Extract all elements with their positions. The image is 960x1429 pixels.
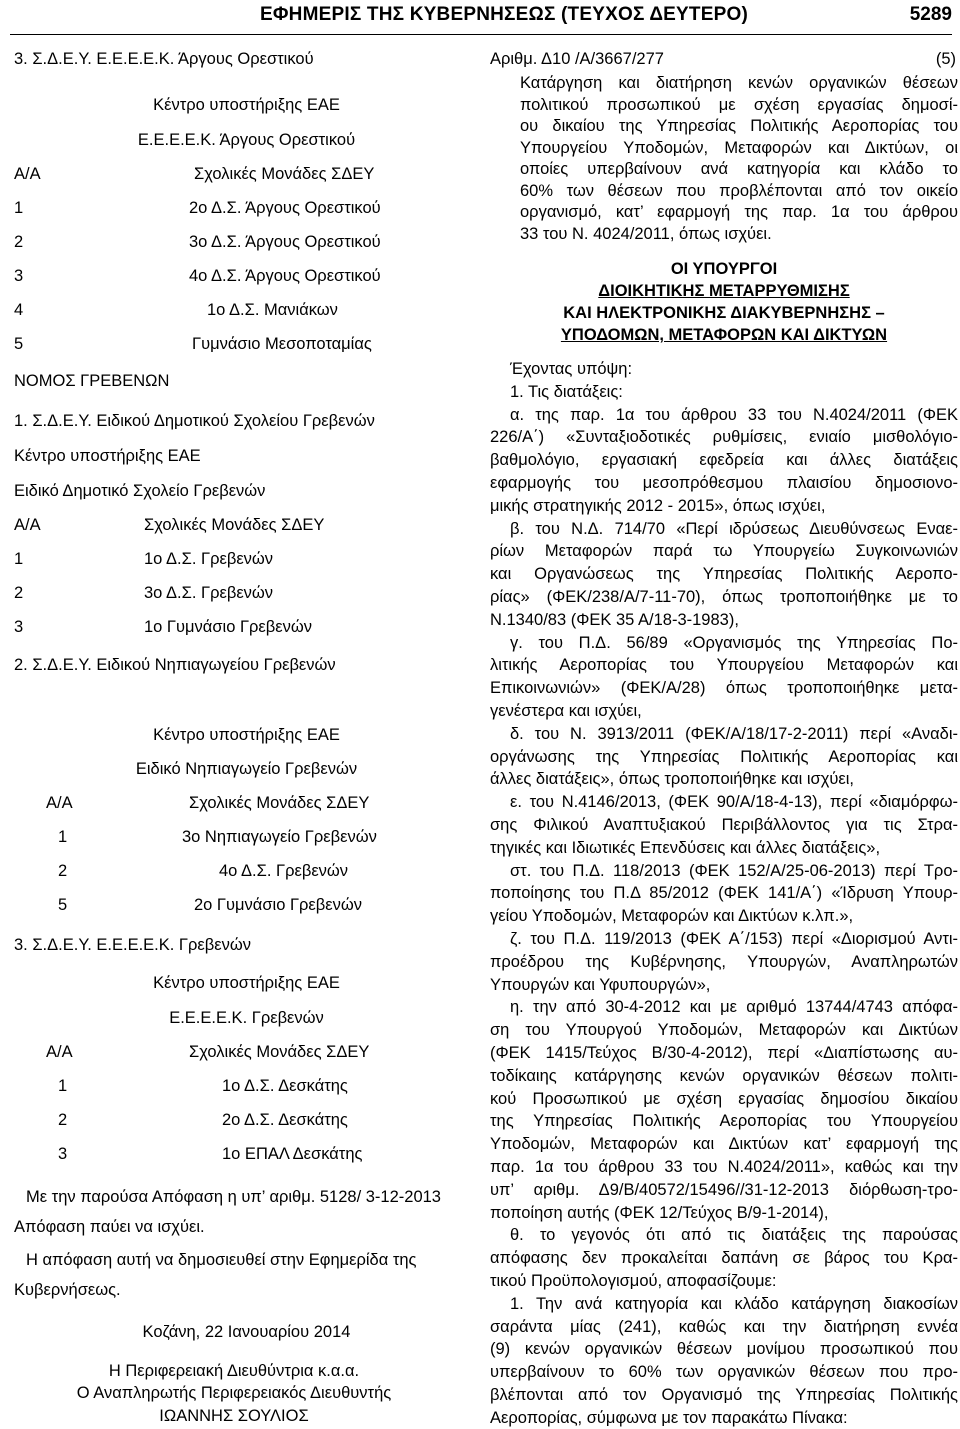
summary-line: 33 του Ν. 4024/2011, όπως ισχύει.	[520, 224, 772, 243]
body-line: γενέστερα και ισχύει,	[490, 702, 642, 720]
body-line: παρ. 1α του άρθρου 33 του Ν.4024/2011», καθώς και την	[490, 1158, 958, 1176]
ministers-heading	[490, 304, 958, 323]
section-heading: 3. Σ.Δ.Ε.Υ. Ε.Ε.Ε.Ε.Κ. Άργους Ορεστικού	[14, 50, 314, 68]
body-line: Ν.1340/83 (ΦΕΚ 35 Α/18-3-1983),	[490, 610, 739, 629]
body-line: κού Προσωπικού με σχέση εργασίας δημοσίου δικαίου	[490, 1089, 958, 1108]
support-center-label: Κέντρο υποστήριξης ΕΑΕ	[153, 726, 340, 744]
body-line: η. την από 30-4-2012 και με αριθμό 13744/4743 απόφα-	[510, 998, 958, 1017]
body-line: β. του Ν.Δ. 714/70 «Περί ιδρύσεως Διευθύνσεως Εναε-	[510, 519, 958, 538]
body-line: τοδίκαιης κατάργησης κενών οργανικών θέσεων πολιτι-	[490, 1066, 958, 1085]
ministers-heading	[490, 282, 958, 301]
summary-line: Υπουργείου Υποδομών, Μεταφορών και Δικτύων, οι	[520, 138, 958, 157]
column-units: Σχολικές Μονάδες ΣΔΕΥ	[189, 794, 370, 812]
section-heading: 1. Σ.Δ.Ε.Υ. Ειδικού Δημοτικού Σχολείου Γρεβενών	[14, 412, 375, 430]
row-unit: 1ο Δ.Σ. Γρεβενών	[144, 550, 274, 568]
body-line: Αεροπορίας, σύμφωνα με τον παρακάτω Πίνακα:	[490, 1408, 848, 1427]
support-center-name: Ειδικό Νηπιαγωγείο Γρεβενών	[135, 760, 358, 778]
row-unit: 1ο Δ.Σ. Δεσκάτης	[222, 1077, 348, 1095]
place-date: Κοζάνη, 22 Ιανουαρίου 2014	[142, 1323, 351, 1341]
body-line: Υπουργών και Υφυπουργών»,	[490, 975, 711, 994]
body-line: υπερβαίνουν το 60% των οργανικών θέσεων που προ-	[490, 1363, 958, 1382]
body-line: προέδρου της Κυβέρνησης, Υπουργών, Αναπληρωτών	[490, 952, 958, 971]
row-unit: Γυμνάσιο Μεσοποταμίας	[192, 335, 372, 353]
body-line: δ. του Ν. 3913/2011 (ΦΕΚ/Α/18/17-2-2011) περί «Αναδι-	[510, 724, 958, 743]
body-line: άλλες διατάξεις», όπως τροποποιήθηκε και ισχύει,	[490, 770, 854, 789]
body-line: ρίων Μεταφορών παρά τω Υπουργείω Συγκοινωνιών	[490, 542, 958, 561]
repeal-text: Με την παρούσα Απόφαση η υπ’ αριθμ. 5128/ 3-12-2013	[26, 1188, 441, 1206]
row-number: 3	[14, 267, 24, 285]
row-number: 2	[58, 862, 68, 880]
column-units: Σχολικές Μονάδες ΣΔΕΥ	[189, 1043, 370, 1061]
row-number: 2	[58, 1111, 68, 1129]
body-line: ποποίησης του Π.Δ 85/2012 (ΦΕΚ 141/Α΄) «Ίδρυση Υπουρ-	[490, 884, 958, 903]
body-line: τικού Προϋπολογισμού, αποφασίζουμε:	[490, 1272, 777, 1290]
column-units: Σχολικές Μονάδες ΣΔΕΥ	[144, 516, 325, 534]
body-line: 1. Τις διατάξεις:	[510, 382, 623, 401]
body-line: Επικοινωνιών» (ΦΕΚ/Α/28) όπως τροποποιήθηκε μετα-	[490, 679, 958, 698]
row-unit: 1ο ΕΠΑΛ Δεσκάτης	[222, 1145, 363, 1163]
row-unit: 4ο Δ.Σ. Άργους Ορεστικού	[189, 267, 381, 285]
support-center-name: Ειδικό Δημοτικό Σχολείο Γρεβενών	[14, 482, 266, 500]
body-line: ση του Υπουργού Υποδομών, Μεταφορών και Δικτύων	[490, 1021, 958, 1040]
summary-line: οργανισμό, κατ’ εφαρμογή της παρ. 1α του άρθρου	[520, 203, 958, 221]
support-center-name: Ε.Ε.Ε.Ε.Κ. Άργους Ορεστικού	[137, 131, 356, 149]
column-aa: Α/Α	[46, 1043, 73, 1061]
row-unit: 3ο Νηπιαγωγείο Γρεβενών	[182, 828, 377, 846]
support-center-name: Ε.Ε.Ε.Ε.Κ. Γρεβενών	[169, 1009, 324, 1027]
row-number: 3	[14, 618, 24, 636]
publication-text: Κυβερνήσεως.	[14, 1281, 121, 1299]
body-line: α. της παρ. 1α του άρθρου 33 του Ν.4024/2011 (ΦΕΚ	[510, 405, 958, 424]
body-line: (ΦΕΚ 1415/Τεύχος Β/30-4-2012), περί «Διαπίστωσης αυ-	[490, 1044, 958, 1062]
row-unit: 2ο Δ.Σ. Δεσκάτης	[222, 1111, 348, 1129]
body-line: Έχοντας υπόψη:	[510, 360, 633, 378]
summary-line: πολιτικού προσωπικού με σχέση εργασίας δημοσί-	[520, 95, 958, 114]
decision-number: Αριθμ. Δ10 /Α/3667/277	[490, 50, 664, 68]
decision-index: (5)	[935, 50, 956, 68]
body-line: εφαρμογής του μεσοπρόθεσμου πλαισίου δημοσιονο-	[490, 474, 958, 492]
summary-line: οποίες υπερβαίνουν ανά κατηγορία και κλάδο το	[520, 160, 958, 178]
signatory-name: ΙΩΑΝΝΗΣ ΣΟΥΛΙΟΣ	[159, 1407, 309, 1425]
ministry-title: ΔΙΟΙΚΗΤΙΚΗΣ ΜΕΤΑΡΡΥΘΜΙΣΗΣ	[598, 282, 850, 300]
row-number: 1	[14, 550, 24, 568]
page-header	[0, 0, 960, 38]
row-number: 1	[58, 1077, 68, 1095]
body-line: σης Φιλικού Αναπτυξιακού Περιβάλλοντος για τις Στρα-	[490, 816, 958, 834]
row-unit: 4ο Δ.Σ. Γρεβενών	[219, 862, 349, 880]
repeal-text: Απόφαση παύει να ισχύει.	[14, 1218, 205, 1236]
prefecture-heading: ΝΟΜΟΣ ΓΡΕΒΕΝΩΝ	[14, 372, 170, 390]
body-line: στ. του Π.Δ. 118/2013 (ΦΕΚ 152/Α/25-06-2013) περί Τρο-	[510, 861, 958, 880]
body-line: σαράντα μίας (241), καθώς και την διατήρηση εννέα	[490, 1317, 958, 1336]
support-center-label: Κέντρο υποστήριξης ΕΑΕ	[14, 447, 201, 465]
row-number: 3	[58, 1145, 68, 1163]
body-line: ρίας» (ΦΕΚ/238/Α/7-11-70), όπως τροποποιήθηκε με το	[490, 588, 958, 606]
body-line: ζ. του Π.Δ. 119/2013 (ΦΕΚ Α΄/153) περί «Διορισμού Αντι-	[510, 930, 958, 948]
body-line: και Οργανώσεως της Υπηρεσίας Πολιτικής Αεροπο-	[490, 565, 958, 584]
support-center-label: Κέντρο υποστήριξης ΕΑΕ	[153, 96, 340, 114]
body-line: μικής στρατηγικής 2012 - 2015», όπως ισχύει,	[490, 496, 826, 515]
column-units: Σχολικές Μονάδες ΣΔΕΥ	[194, 165, 375, 183]
body-line: γείου Υποδομών, Μεταφορών και Δικτύων κ.λπ.»,	[490, 907, 854, 926]
summary-line: 60% των θέσεων που προβλέπονται από τον οικείο	[520, 181, 958, 200]
body-line: βλέπονται από τον Οργανισμό της Υπηρεσίας Πολιτικής	[490, 1386, 958, 1404]
row-number: 5	[58, 896, 68, 914]
body-line: υπ’ αριθμ. Δ9/Β/40572/15496//31-12-2013 διόρθωση-τρο-	[490, 1180, 958, 1199]
body-line: Υποδομών, Μεταφορών και Δικτύων κατ’ εφαρμογή της	[490, 1135, 958, 1154]
body-line: απόφασης δεν προκαλείται δαπάνη σε βάρος του Κρα-	[490, 1249, 958, 1268]
row-number: 1	[14, 199, 24, 217]
body-line: οργάνωσης της Υπηρεσίας Πολιτικής Αεροπορίας και	[490, 747, 958, 766]
body-line: γ. του Π.Δ. 56/89 «Οργανισμός της Υπηρεσίας Πο-	[510, 633, 958, 652]
row-number: 2	[14, 233, 24, 251]
signatory-title: Η Περιφερειακή Διευθύντρια κ.α.α.	[108, 1362, 360, 1380]
summary-line: Κατάργηση και διατήρηση κενών οργανικών θέσεων	[520, 74, 958, 92]
body-line: 226/Α΄) «Συνταξιοδοτικές ρυθμίσεις, ενιαίο μισθολόγιο-	[490, 428, 958, 447]
row-unit: 2ο Δ.Σ. Άργους Ορεστικού	[189, 199, 381, 217]
row-number: 5	[14, 335, 24, 353]
body-line: ποποίηση αυτής (ΦΕΚ 12/Τεύχος Β/9-1-2014),	[490, 1203, 829, 1222]
row-unit: 3ο Δ.Σ. Γρεβενών	[144, 584, 274, 602]
body-line: της Υπηρεσίας Πολιτικής Αεροπορίας του Υπουργείου	[490, 1112, 958, 1131]
page-number: 5289	[909, 4, 952, 25]
ministers-heading: ΟΙ ΥΠΟΥΡΓΟΙ	[670, 260, 778, 278]
body-line: 1. Την ανά κατηγορία και κλάδο κατάργηση διακοσίων	[510, 1294, 958, 1313]
header-rule	[10, 34, 952, 35]
ministers-heading	[490, 326, 958, 345]
body-line: (9) κενών οργανικών θέσεων μονίμου προσωπικού που	[490, 1340, 958, 1359]
body-line: βαθμολόγιο, εργασιακή εφεδρεία και άλλες διατάξεις	[490, 451, 958, 470]
row-unit: 1ο Γυμνάσιο Γρεβενών	[144, 618, 313, 636]
summary-line: ου δικαίου της Υπηρεσίας Πολιτικής Αεροπορίας του	[520, 117, 958, 135]
row-number: 1	[58, 828, 68, 846]
column-aa: Α/Α	[14, 516, 41, 534]
left-column	[14, 42, 479, 1427]
column-aa: Α/Α	[46, 794, 73, 812]
body-line: ε. του Ν.4146/2013, (ΦΕΚ 90/Α/18-4-13), περί «διαμόρφω-	[510, 793, 958, 812]
right-column	[490, 42, 958, 1427]
signatory-title: Ο Αναπληρωτής Περιφερειακός Διευθυντής	[76, 1384, 392, 1402]
row-unit: 3ο Δ.Σ. Άργους Ορεστικού	[189, 233, 381, 251]
section-heading: 2. Σ.Δ.Ε.Υ. Ειδικού Νηπιαγωγείου Γρεβενών	[14, 656, 336, 674]
row-unit: 2ο Γυμνάσιο Γρεβενών	[194, 896, 363, 914]
row-number: 2	[14, 584, 24, 602]
body-line: θ. το γεγονός ότι από τις διατάξεις της παρούσας	[510, 1226, 958, 1245]
ministry-title: ΥΠΟΔΟΜΩΝ, ΜΕΤΑΦΟΡΩΝ ΚΑΙ ΔΙΚΤΥΩΝ	[560, 326, 888, 344]
body-line: λιτικής Αεροπορίας του Υπουργείου Μεταφορών και	[490, 656, 958, 675]
body-line: τηγικές και Ιδιωτικές Επενδύσεις και άλλες διατάξεις»,	[490, 838, 881, 857]
ministry-title: ΚΑΙ ΗΛΕΚΤΡΟΝΙΚΗΣ ΔΙΑΚΥΒΕΡΝΗΣΗΣ –	[563, 304, 885, 322]
row-number: 4	[14, 301, 24, 319]
gazette-title: ΕΦΗΜΕΡΙΣ ΤΗΣ ΚΥΒΕΡΝΗΣΕΩΣ (ΤΕΥΧΟΣ ΔΕΥΤΕΡΟ)	[260, 4, 748, 25]
support-center-label: Κέντρο υποστήριξης ΕΑΕ	[153, 974, 340, 992]
publication-text: Η απόφαση αυτή να δημοσιευθεί στην Εφημερίδα της	[26, 1251, 417, 1269]
column-aa: Α/Α	[14, 165, 41, 183]
row-unit: 1ο Δ.Σ. Μανιάκων	[207, 301, 338, 319]
section-heading: 3. Σ.Δ.Ε.Υ. Ε.Ε.Ε.Ε.Κ. Γρεβενών	[14, 936, 251, 954]
